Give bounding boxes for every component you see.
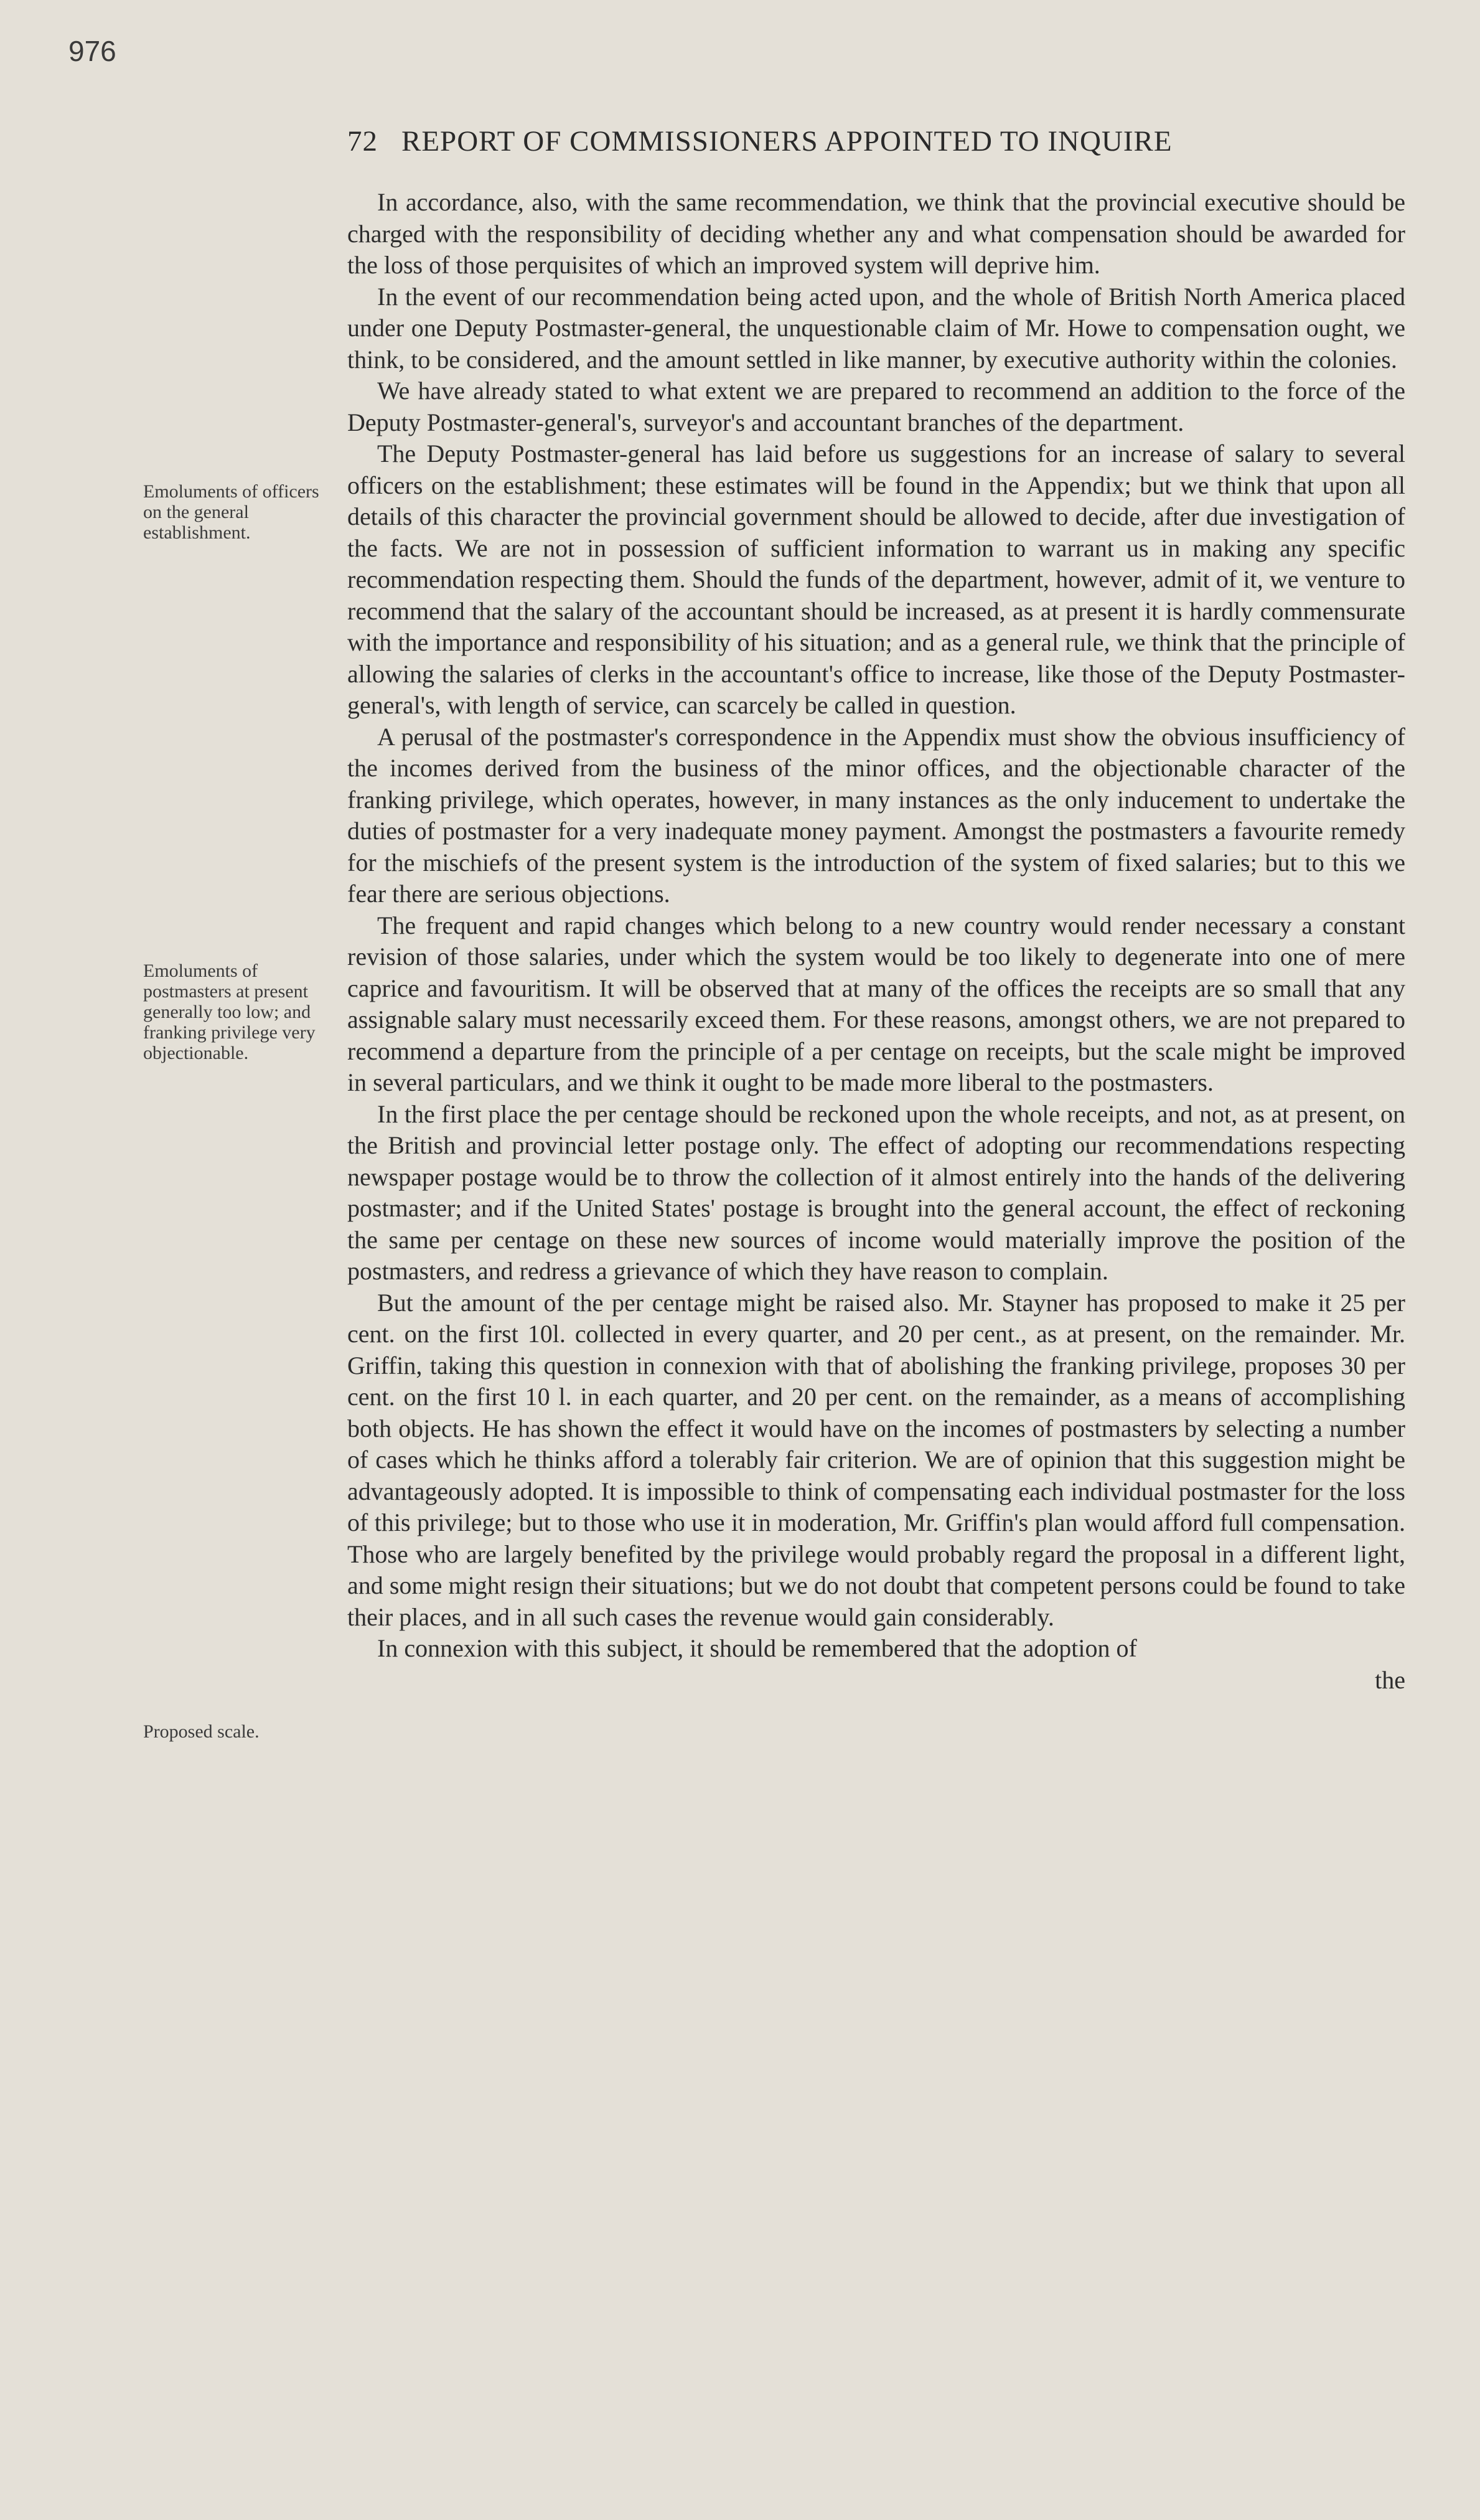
margin-note-proposed-scale: Proposed scale. — [143, 1721, 260, 1742]
paragraph: But the amount of the per centage might be raised also. Mr. Stayner has proposed to make it 25 per cent. on the first 10l. collected in every quarter, and 20 per cent., as at present, on the remainder. Mr. Griffin, taking this question in connexion with that of abolishing the franking privilege, proposes 30 per cent. on the first 10 l. in each quarter, and 20 per cent. on the remainder, as a means of accomplishing both objects. He has shown the effect it would have on the incomes of postmasters by selecting a number of cases which he thinks afford a tolerably fair criterion. We are of opinion that this suggestion might be advantageously adopted. It is impossible to think of compensating each individual postmaster for the loss of this privilege; but to those who use it in moderation, Mr. Griffin's plan would afford full compensation. Those who are largely benefited by the privilege would probably regard the proposal in a different light, and some might resign their situations; but we do not doubt that competent persons could be found to take their places, and in all such cases the revenue would gain considerably. — [347, 1288, 1405, 1631]
catchword: the — [1375, 1665, 1405, 1694]
running-head — [347, 125, 1405, 158]
paragraph: We have already stated to what extent we are prepared to recommend an addition to the force of the Deputy Postmaster-general's, surveyor's and accountant branches of the department. — [347, 377, 1405, 436]
paragraph-last — [347, 1633, 1405, 1696]
margin-note-postmasters-emoluments: Emoluments of postmasters at present generally too low; and franking privilege very objectionable. — [143, 961, 316, 1063]
margin-note-officers-emoluments: Emoluments of officers on the general establishment. — [143, 481, 319, 543]
paragraph: The Deputy Postmaster-general has laid before us suggestions for an increase of salary to several officers on the establishment; these estimates will be found in the Appendix; but we think that upon all details of this character the provincial government should be allowed to decide, after due investigation of the facts. We are not in possession of sufficient information to warrant us in making any specific recommendation respecting them. Should the funds of the department, however, admit of it, we venture to recommend that the salary of the accountant should be increased, as at present it is hardly commensurate with the importance and responsibility of his situation; and as a general rule, we think that the principle of allowing the salaries of clerks in the accountant's office to increase, like those of the Deputy Postmaster-general's, with length of service, can scarcely be called in question. — [347, 440, 1405, 719]
paragraph: In the first place the per centage should be reckoned upon the whole receipts, and not, as at present, on the British and provincial letter postage only. The effect of adopting our recommendations respecting newspaper postage would be to throw the collection of it almost entirely into the hands of the delivering postmaster; and if the United States' postage is brought into the general account, the effect of reckoning the same per centage on these new sources of income would materially improve the position of the postmasters, and redress a grievance of which they have reason to complain. — [347, 1099, 1405, 1285]
body-text — [347, 187, 1405, 1696]
paragraph: In accordance, also, with the same recommendation, we think that the provincial executive should be charged with the responsibility of deciding whether any and what compensation should be awarded for the loss of those perquisites of which an improved system will deprive him. — [347, 188, 1405, 279]
page-title: REPORT OF COMMISSIONERS APPOINTED TO INQUIRE — [401, 125, 1173, 158]
page-number: 72 — [347, 125, 378, 158]
paragraph: A perusal of the postmaster's correspondence in the Appendix must show the obvious insufficiency of the incomes derived from the business of the minor offices, and the objectionable character of the franking privilege, which operates, however, in many instances as the only inducement to undertake the duties of postmaster for a very inadequate money payment. Amongst the postmasters a favourite remedy for the mischiefs of the present system is the introduction of the system of fixed salaries; but to this we fear there are serious objections. — [347, 722, 1405, 908]
paragraph-last-text: In connexion with this subject, it should be remembered that the adoption of — [377, 1634, 1137, 1662]
paragraph: The frequent and rapid changes which belong to a new country would render necessary a constant revision of those salaries, under which the system would be too likely to degenerate into one of mere caprice and favouritism. It will be observed that at many of the offices the receipts are so small that any assignable salary must necessarily exceed them. For these reasons, amongst others, we are not prepared to recommend a departure from the principle of a per centage on receipts, but the scale might be improved in several particulars, and we think it ought to be made more liberal to the postmasters. — [347, 911, 1405, 1096]
folio-number: 976 — [68, 35, 116, 67]
paragraph: In the event of our recommendation being acted upon, and the whole of British North America placed under one Deputy Postmaster-general, the unquestionable claim of Mr. Howe to compensation ought, we think, to be considered, and the amount settled in like manner, by executive authority within the colonies. — [347, 282, 1405, 374]
